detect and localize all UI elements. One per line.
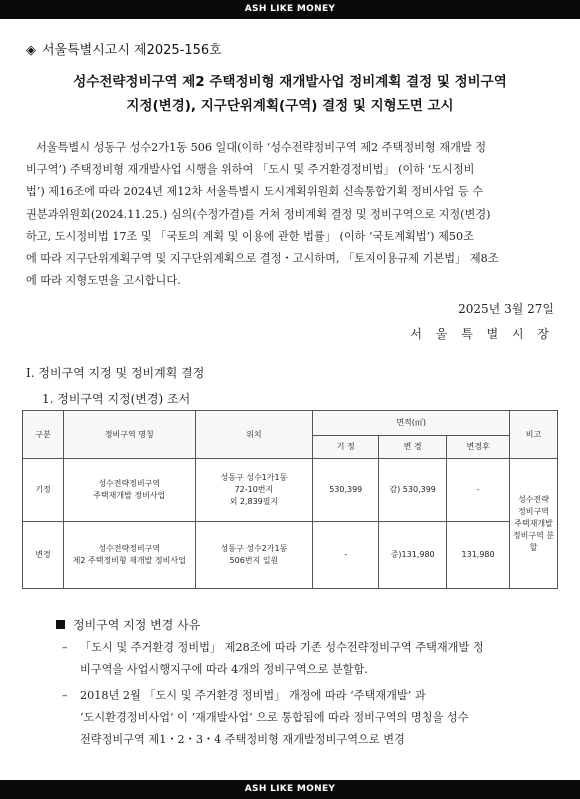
cell-name-line: 성수전략정비구역 — [98, 544, 161, 553]
reason-line: 「도시 및 주거환경 정비법」 제28조에 따라 기존 성수전략정비구역 주택재개발 정 — [80, 641, 484, 654]
reason-title: 정비구역 지정 변경 사유 — [73, 618, 201, 632]
reason-item — [62, 685, 562, 751]
cell-name — [63, 459, 195, 522]
bottom-banner: ASH LIKE MONEY — [0, 780, 580, 799]
dash-bullet: – — [62, 689, 68, 702]
cell-remarks-line: 성수전략 — [518, 494, 549, 504]
header-name: 정비구역 명칭 — [63, 411, 195, 459]
notice-date: 2025년 3월 27일 — [458, 302, 554, 316]
cell-existing: - — [313, 522, 379, 589]
cell-remarks — [510, 459, 558, 589]
cell-after: - — [447, 459, 510, 522]
reason-heading — [56, 616, 200, 633]
dash-bullet: – — [62, 641, 68, 654]
header-existing: 기 정 — [313, 436, 379, 459]
table-row — [23, 522, 558, 589]
reason-line: ‘도시환경정비사업’ 이 ‘재개발사업’ 으로 통합됨에 따라 정비구역의 명칭을 성수 — [80, 711, 469, 724]
reason-line: 비구역을 사업시행지구에 따라 4개의 정비구역으로 분할함. — [80, 663, 368, 676]
cell-name-line: 제2 주택정비형 재개발 정비사업 — [72, 556, 186, 565]
reason-line: 2018년 2월 「도시 및 주거환경 정비법」 개정에 따라 ‘주택재개발’ 과 — [80, 689, 426, 702]
body-line: 비구역’) 주택정비형 재개발사업 시행을 위하여 「도시 및 주거환경정비법」 (이하 ‘도시정비 — [26, 163, 475, 177]
cell-name-line: 성수전략정비구역 — [98, 479, 161, 488]
top-banner: ASH LIKE MONEY — [0, 0, 580, 19]
cell-location-line: 성동구 성수1가1동 — [220, 473, 288, 482]
designation-table — [22, 410, 558, 589]
cell-remarks-line: 주택재개발 — [514, 518, 553, 528]
cell-change: 증)131,980 — [379, 522, 447, 589]
cell-location-line: 506번지 일원 — [229, 556, 279, 565]
table-row — [23, 459, 558, 522]
header-after: 변경후 — [447, 436, 510, 459]
cell-location-line: 외 2,839필지 — [229, 497, 279, 506]
issuer: 서 울 특 별 시 장 — [410, 327, 554, 341]
cell-location-line: 성동구 성수2가1동 — [220, 544, 288, 553]
cell-division: 변경 — [23, 522, 64, 589]
header-change: 변 경 — [379, 436, 447, 459]
reason-item — [62, 637, 562, 681]
header-area: 면적(㎡) — [313, 411, 510, 436]
header-location: 위치 — [195, 411, 313, 459]
cell-location-line: 72-10번지 — [234, 485, 274, 494]
cell-location — [195, 459, 313, 522]
notice-body — [26, 137, 556, 292]
reason-line: 전략정비구역 제1・2・3・4 주택정비형 재개발정비구역으로 변경 — [80, 733, 405, 746]
body-line: 하고, 도시정비법 17조 및 「국토의 계획 및 이용에 관한 법률」 (이하 ‘국토계획법’) 제50조 — [26, 229, 474, 243]
diamond-bullet-icon: ◈ — [26, 43, 36, 58]
notice-number-text: 서울특별시고시 제2025-156호 — [42, 43, 222, 58]
title-line-1: 성수전략정비구역 제2 주택정비형 재개발사업 정비계획 결정 및 정비구역 — [73, 74, 507, 90]
cell-location — [195, 522, 313, 589]
square-bullet-icon — [56, 620, 65, 629]
cell-name — [63, 522, 195, 589]
cell-name-line: 주택재개발 정비사업 — [93, 491, 166, 500]
header-remarks: 비고 — [510, 411, 558, 459]
subsection-heading: 1. 정비구역 지정(변경) 조서 — [42, 392, 191, 406]
cell-change: 감) 530,399 — [379, 459, 447, 522]
cell-after: 131,980 — [447, 522, 510, 589]
cell-division: 기정 — [23, 459, 64, 522]
title-line-2: 지정(변경), 지구단위계획(구역) 결정 및 지형도면 고시 — [126, 98, 454, 114]
body-line: 권분과위원회(2024.11.25.) 심의(수정가결)를 거쳐 정비계획 결정 및 정비구역으로 지정(변경) — [26, 207, 491, 221]
cell-remarks-line: 정비구역 분할 — [512, 530, 555, 552]
notice-title — [30, 70, 550, 118]
section-heading: Ⅰ. 정비구역 지정 및 정비계획 결정 — [26, 366, 205, 380]
body-line: 에 따라 지형도면을 고시합니다. — [26, 274, 181, 288]
body-line: 서울특별시 성동구 성수2가1동 506 일대(이하 ‘성수전략정비구역 제2 주택정비형 재개발 정 — [36, 141, 487, 154]
cell-existing: 530,399 — [313, 459, 379, 522]
body-line: 법’) 제16조에 따라 2024년 제12차 서울특별시 도시계획위원회 신속통합기획 정비사업 등 수 — [26, 185, 484, 199]
cell-remarks-line: 정비구역 — [518, 506, 549, 516]
body-line: 에 따라 지구단위계획구역 및 지구단위계획으로 결정・고시하며, 「토지이용규제 기본법」 제8조 — [26, 252, 499, 266]
header-division: 구분 — [23, 411, 64, 459]
notice-number — [26, 39, 222, 58]
